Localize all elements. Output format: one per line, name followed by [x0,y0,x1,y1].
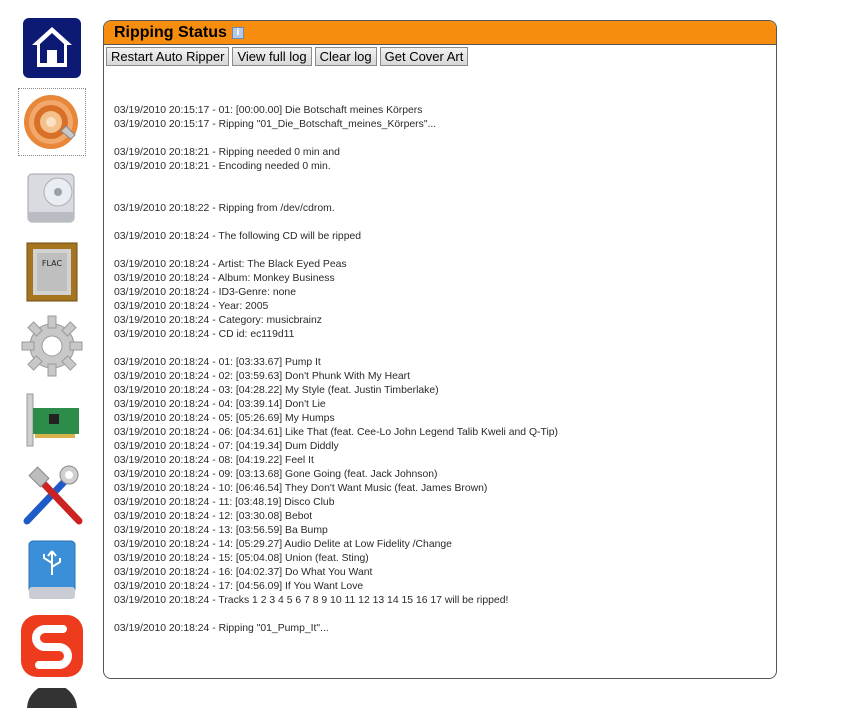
log-line: 03/19/2010 20:15:17 - 01: [00:00.00] Die Botschaft meines Körpers [114,105,423,116]
log-line: 03/19/2010 20:18:24 - 15: [05:04.08] Union (feat. Sting) [114,553,369,564]
log-line: 03/19/2010 20:18:24 - 06: [04:34.61] Like That (feat. Cee-Lo John Legend Talib Kweli and Q-Tip) [114,427,559,438]
clear-log-button[interactable]: Clear log [315,47,377,66]
log-line: 03/19/2010 20:15:17 - Ripping "01_Die_Botschaft_meines_Körpers"... [114,119,437,130]
usb-drive-icon [23,537,81,603]
log-output [114,90,764,636]
network-card-icon [21,390,83,450]
log-line [114,174,764,188]
log-line: 03/19/2010 20:18:24 - ID3-Genre: none [114,287,296,298]
log-line: 03/19/2010 20:18:24 - 13: [03:56.59] Ba Bump [114,525,328,536]
log-line: 03/19/2010 20:18:24 - 01: [03:33.67] Pump It [114,357,321,368]
log-line: 03/19/2010 20:18:22 - Ripping from /dev/cdrom. [114,203,335,214]
panel-header [104,21,776,45]
sidebar-item-flac[interactable] [18,238,86,306]
sidebar-item-settings[interactable] [18,312,86,380]
ripper-disc-icon [21,91,83,153]
log-line: 03/19/2010 20:18:24 - 05: [05:26.69] My Humps [114,413,335,424]
log-line: 03/19/2010 20:18:24 - Album: Monkey Business [114,273,335,284]
info-icon[interactable]: i [232,27,244,39]
log-line: 03/19/2010 20:18:24 - 08: [04:19.22] Feel It [114,455,314,466]
log-line: 03/19/2010 20:18:24 - Year: 2005 [114,301,269,312]
get-cover-art-button[interactable]: Get Cover Art [380,47,469,66]
log-line [114,342,764,356]
svg-text:FLAC: FLAC [41,259,63,268]
ripping-status-panel [103,20,777,679]
restart-auto-ripper-button[interactable]: Restart Auto Ripper [106,47,229,66]
log-line: 03/19/2010 20:18:24 - 17: [04:56.09] If You Want Love [114,581,364,592]
log-line [114,90,764,104]
flac-frame-icon [24,241,80,303]
log-line [114,132,764,146]
home-icon [22,17,82,79]
gear-icon [20,314,84,378]
log-line: 03/19/2010 20:18:24 - The following CD will be ripped [114,231,362,242]
log-line: 03/19/2010 20:18:24 - 04: [03:39.14] Don't Lie [114,399,326,410]
log-line [114,244,764,258]
log-line: 03/19/2010 20:18:24 - 16: [04:02.37] Do What You Want [114,567,373,578]
log-line: 03/19/2010 20:18:24 - Category: musicbrainz [114,315,322,326]
log-line [114,188,764,202]
log-line [114,608,764,622]
log-line [114,216,764,230]
sidebar-item-next[interactable] [18,688,86,708]
s-logo-icon [19,613,85,679]
sidebar-item-usb[interactable] [18,536,86,604]
avatar-icon [27,688,77,708]
log-line: 03/19/2010 20:18:21 - Ripping needed 0 min and [114,147,340,158]
log-line: 03/19/2010 20:18:24 - Tracks 1 2 3 4 5 6 7 8 9 10 11 12 13 14 15 16 17 will be ripped! [114,595,509,606]
log-line: 03/19/2010 20:18:24 - 11: [03:48.19] Disco Club [114,497,335,508]
sidebar-item-drive[interactable] [18,164,86,232]
tools-icon [19,461,85,527]
sidebar-item-ripper[interactable] [18,88,86,156]
log-line: 03/19/2010 20:18:24 - 09: [03:13.68] Gone Going (feat. Jack Johnson) [114,469,438,480]
panel-title: Ripping Status [114,23,227,41]
sidebar-item-home[interactable] [18,14,86,82]
drive-cd-icon [24,168,80,228]
log-line: 03/19/2010 20:18:24 - Artist: The Black Eyed Peas [114,259,347,270]
toolbar [106,47,468,66]
log-line: 03/19/2010 20:18:24 - 02: [03:59.63] Don't Phunk With My Heart [114,371,410,382]
log-line: 03/19/2010 20:18:24 - CD id: ec119d11 [114,329,295,340]
log-line: 03/19/2010 20:18:24 - 10: [06:46.54] They Don't Want Music (feat. James Brown) [114,483,488,494]
sidebar-item-network[interactable] [18,386,86,454]
log-line: 03/19/2010 20:18:24 - 03: [04:28.22] My Style (feat. Justin Timberlake) [114,385,439,396]
view-full-log-button[interactable]: View full log [232,47,311,66]
log-line: 03/19/2010 20:18:24 - 12: [03:30.08] Bebot [114,511,313,522]
log-line: 03/19/2010 20:18:21 - Encoding needed 0 min. [114,161,331,172]
sidebar [0,0,100,701]
log-line: 03/19/2010 20:18:24 - 14: [05:29.27] Audio Delite at Low Fidelity /Change [114,539,452,550]
log-line: 03/19/2010 20:18:24 - Ripping "01_Pump_It"... [114,623,329,634]
log-line: 03/19/2010 20:18:24 - 07: [04:19.34] Dum Diddly [114,441,339,452]
sidebar-item-s-app[interactable] [18,612,86,680]
sidebar-item-tools[interactable] [18,460,86,528]
